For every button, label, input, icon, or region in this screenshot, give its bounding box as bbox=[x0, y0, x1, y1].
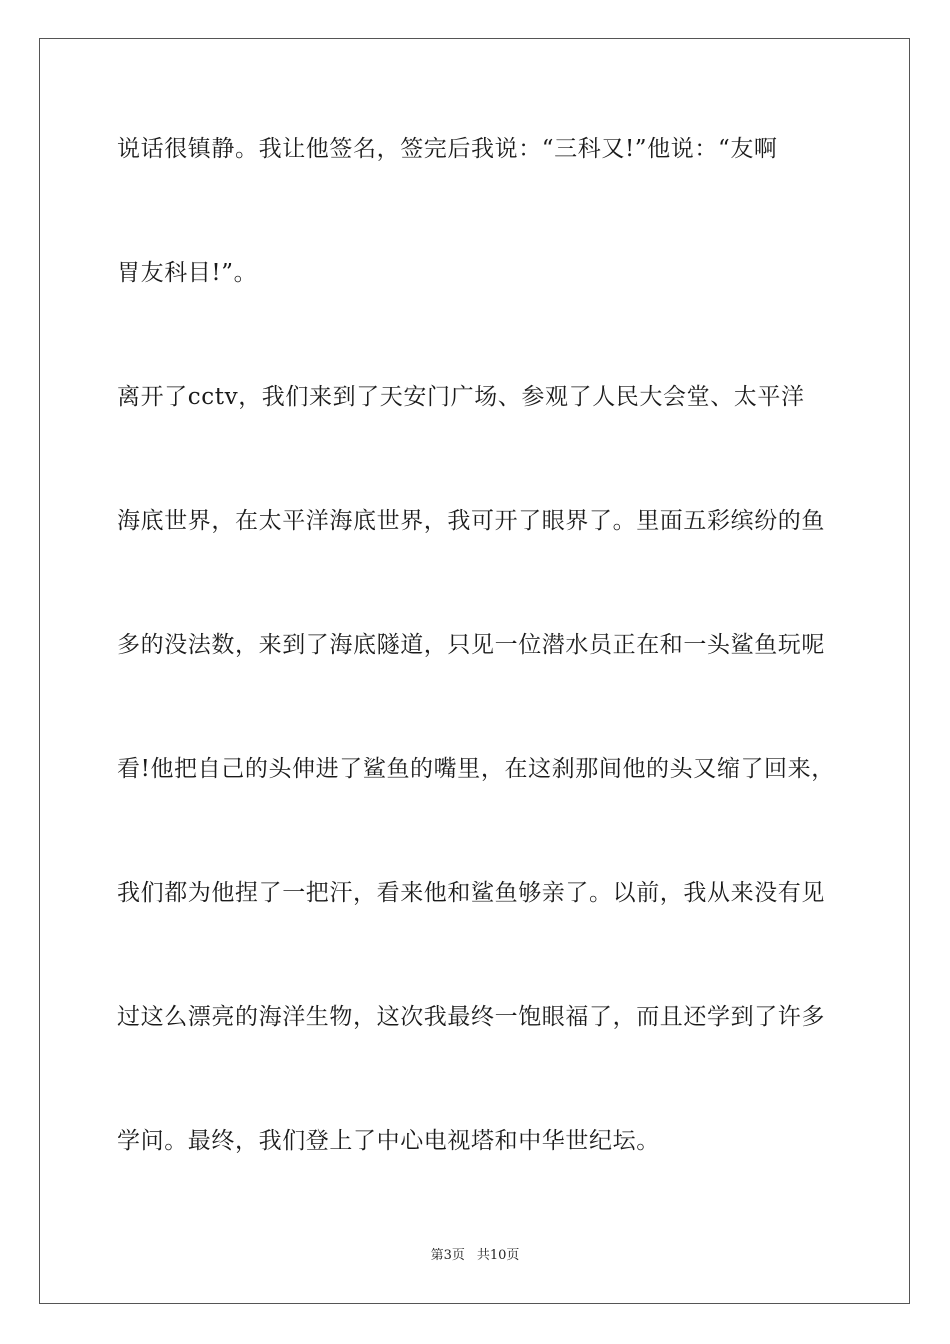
page-border bbox=[39, 38, 910, 1304]
page-footer bbox=[0, 1247, 950, 1265]
body-line-3: 离开了cctv，我们来到了天安门广场、参观了人民大会堂、太平洋 bbox=[117, 384, 805, 410]
body-line-8: 过这么漂亮的海洋生物，这次我最终一饱眼福了，而且还学到了许多 bbox=[117, 1004, 825, 1030]
total-pages: 共10页 bbox=[476, 1248, 520, 1263]
body-line-7: 我们都为他捏了一把汗，看来他和鲨鱼够亲了。以前，我从来没有见 bbox=[117, 880, 825, 906]
body-line-5: 多的没法数，来到了海底隧道，只见一位潜水员正在和一头鲨鱼玩呢 bbox=[117, 632, 825, 658]
body-line-4: 海底世界，在太平洋海底世界，我可开了眼界了。里面五彩缤纷的鱼 bbox=[117, 508, 825, 534]
page-number: 第3页 bbox=[430, 1248, 465, 1263]
body-line-9: 学问。最终，我们登上了中心电视塔和中华世纪坛。 bbox=[117, 1128, 660, 1154]
body-line-6: 看!他把自己的头伸进了鲨鱼的嘴里，在这刹那间他的头又缩了回来， bbox=[117, 756, 835, 782]
body-line-1: 说话很镇静。我让他签名，签完后我说：“三科又!”他说：“友啊 bbox=[117, 136, 778, 162]
body-line-2: 胃友科目!”。 bbox=[117, 260, 258, 286]
